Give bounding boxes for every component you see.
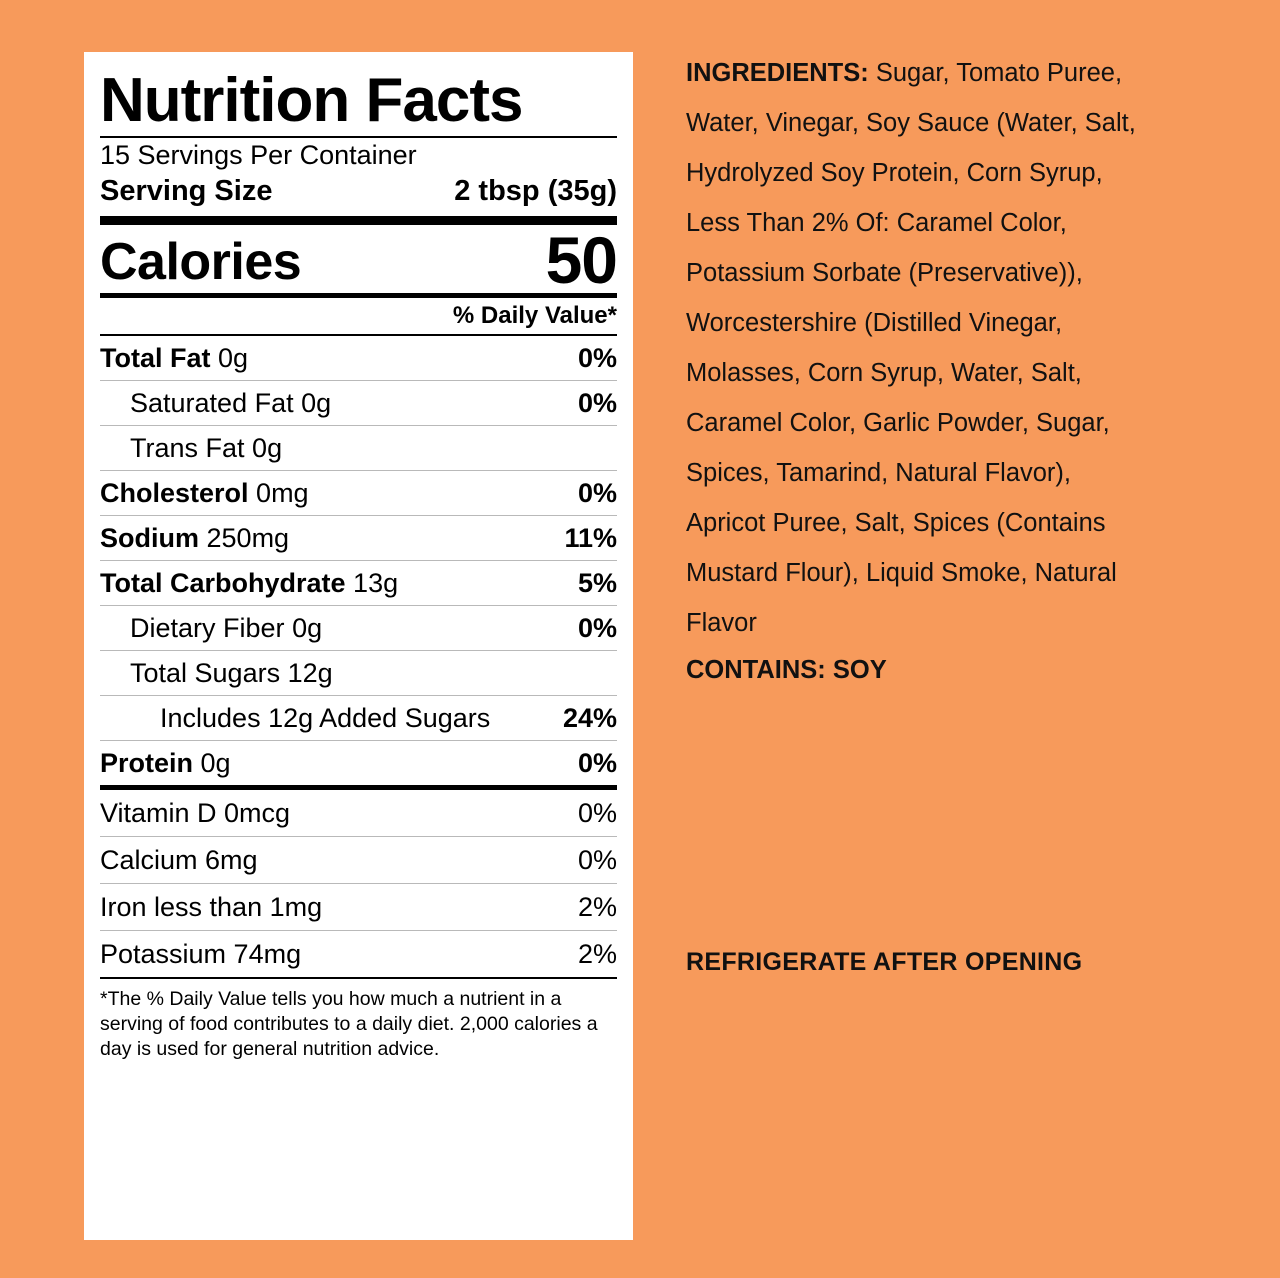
divider-thick: [100, 216, 617, 225]
calories-value: 50: [545, 223, 617, 297]
ingredients-heading: INGREDIENTS:: [686, 59, 869, 87]
serving-size-row: [100, 172, 617, 210]
table-row: [100, 651, 617, 695]
nutrient-dv: 0%: [577, 388, 617, 418]
nutrient-dv: 0%: [577, 478, 617, 508]
table-row: [100, 696, 617, 740]
table-row: [100, 561, 617, 605]
nutrition-facts-panel: [84, 52, 633, 1240]
nutrient-amount: 0g: [292, 613, 323, 643]
storage-instruction: REFRIGERATE AFTER OPENING: [686, 948, 1083, 976]
vitamin-name: Iron less than 1mg: [100, 892, 323, 922]
nutrient-name: Cholesterol: [100, 478, 249, 508]
nutrient-name: Includes 12g Added Sugars: [160, 703, 491, 733]
servings-per-container: 15 Servings Per Container: [100, 140, 417, 170]
calories-label: Calories: [100, 233, 302, 291]
nutrition-facts-title: Nutrition Facts: [100, 66, 523, 135]
nutrient-amount: 0mg: [256, 478, 309, 508]
daily-value-footnote: *The % Daily Value tells you how much a nutrient in a serving of food contributes to a daily diet. 2,000 calories a day is used for general nutrition advice.: [100, 988, 598, 1060]
nutrient-name: Total Sugars: [130, 658, 281, 688]
table-row: [100, 336, 617, 380]
daily-value-header: % Daily Value*: [452, 302, 617, 329]
nutrient-name: Sodium: [100, 523, 199, 553]
serving-size-value: 2 tbsp (35g): [454, 175, 617, 207]
table-row: [100, 471, 617, 515]
nutrient-name: Total Fat: [100, 343, 211, 373]
vitamin-name: Calcium 6mg: [100, 845, 258, 875]
ingredients-paragraph: [686, 48, 1156, 648]
nutrient-dv: 0%: [577, 613, 617, 643]
nutrient-dv: 0%: [577, 343, 617, 373]
vitamin-name: Vitamin D 0mcg: [100, 798, 291, 828]
nutrient-name: Protein: [100, 748, 194, 778]
nutrient-name: Total Carbohydrate: [100, 568, 346, 598]
nutrient-amount: 250mg: [206, 523, 290, 553]
vitamin-dv: 0%: [577, 798, 617, 828]
nutrient-dv: 24%: [562, 703, 617, 733]
table-row: [100, 426, 617, 470]
calories-row: [100, 223, 617, 297]
ingredients-section: [686, 48, 1156, 692]
table-row: [100, 606, 617, 650]
nutrient-name: Saturated Fat: [130, 388, 294, 418]
nutrient-amount: 0g: [218, 343, 249, 373]
nutrient-dv: 5%: [577, 568, 617, 598]
nutrient-amount: 0g: [252, 433, 283, 463]
table-row: [100, 931, 617, 977]
nutrient-name: Trans Fat: [130, 433, 245, 463]
serving-size-label: Serving Size: [100, 175, 273, 207]
nutrient-amount: 13g: [353, 568, 399, 598]
nutrient-amount: 0g: [200, 748, 231, 778]
ingredients-text: Sugar, Tomato Puree, Water, Vinegar, Soy Sauce (Water, Salt, Hydrolyzed Soy Protein, Corn Syrup, Less Than 2% Of: Caramel Color, Potassium Sorbate (Preservative)), Worcestershire (Distilled Vinegar, Molasses, Corn Syrup, Water, Salt, Caramel Color, Garlic Powder, Sugar, Spices, Tamarind, Natural Flavor), Apricot Puree, Salt, Spices (Contains Mustard Flour), Liquid Smoke, Natural Flavor: [686, 59, 1136, 637]
nutrient-dv: 0%: [577, 748, 617, 778]
nutrient-name: Dietary Fiber: [130, 613, 285, 643]
table-row: [100, 381, 617, 425]
nutrient-amount: 12g: [287, 658, 333, 688]
table-row: [100, 884, 617, 930]
table-row: [100, 516, 617, 560]
table-row: [100, 741, 617, 785]
vitamin-dv: 2%: [577, 939, 617, 969]
table-row: [100, 790, 617, 836]
table-row: [100, 837, 617, 883]
vitamin-name: Potassium 74mg: [100, 939, 302, 969]
vitamin-dv: 2%: [577, 892, 617, 922]
contains-allergens: CONTAINS: SOY: [686, 656, 887, 684]
nutrient-amount: 0g: [301, 388, 332, 418]
vitamin-dv: 0%: [577, 845, 617, 875]
nutrient-dv: 11%: [564, 523, 617, 553]
